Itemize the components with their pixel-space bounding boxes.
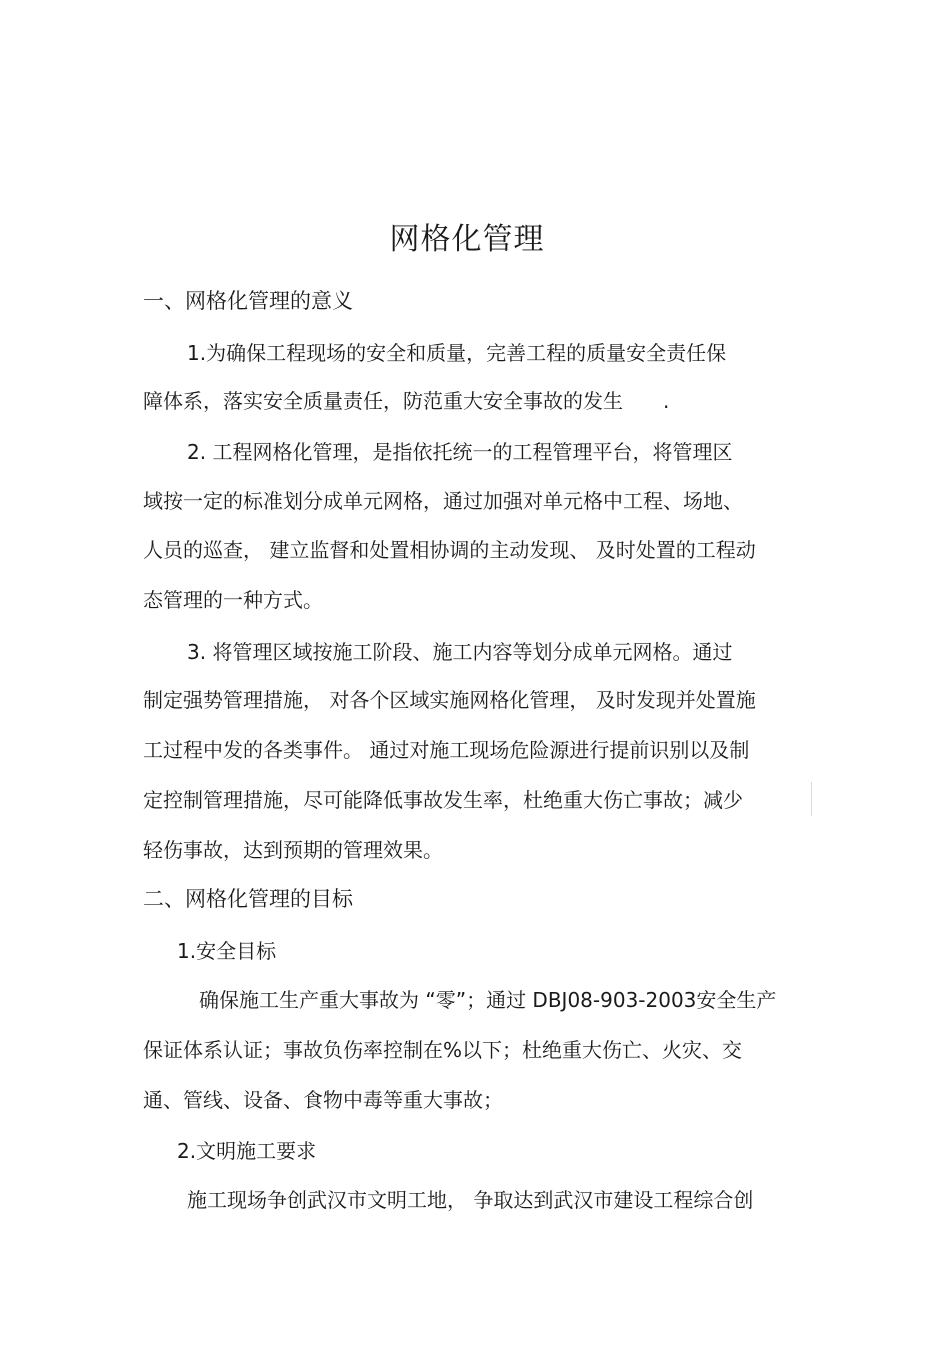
section-heading-goals: 二、网格化管理的目标 [143,887,353,911]
paragraph-line: 工过程中发的各类事件。 通过对施工现场危险源进行提前识别以及制 [143,738,750,762]
subheading-safety-goal: 1.安全目标 [177,939,277,963]
paragraph-line: 定控制管理措施，尽可能降低事故发生率，杜绝重大伤亡事故；减少 [143,788,743,812]
document-title: 网格化管理 [389,222,545,257]
scan-edge-mark [811,782,812,816]
paragraph-line: 通、管线、设备、食物中毒等重大事故； [143,1088,503,1112]
paragraph-line: 态管理的一种方式。 [143,588,323,612]
paragraph-line: 施工现场争创武汉市文明工地， 争取达到武汉市建设工程综合创 [187,1188,754,1212]
paragraph-line: 1.为确保工程现场的安全和质量，完善工程的质量安全责任保 [187,341,727,365]
paragraph-line: 人员的巡查， 建立监督和处置相协调的主动发现、 及时处置的工程动 [143,538,756,562]
subheading-civilized-construction: 2.文明施工要求 [177,1139,317,1163]
paragraph-line: 制定强势管理措施， 对各个区域实施网格化管理， 及时发现并处置施 [143,688,756,712]
paragraph-line: 轻伤事故，达到预期的管理效果。 [143,838,443,862]
paragraph-line: 2. 工程网格化管理，是指依托统一的工程管理平台，将管理区 [187,440,733,464]
paragraph-line: 障体系，落实安全质量责任，防范重大安全事故的发生 . [143,389,670,413]
paragraph-line: 确保施工生产重大事故为 “零”；通过 DBJ08-903-2003安全生产 [199,988,777,1012]
paragraph-line: 域按一定的标准划分成单元网格，通过加强对单元格中工程、场地、 [143,489,743,513]
paragraph-line: 3. 将管理区域按施工阶段、施工内容等划分成单元网格。通过 [187,640,733,664]
paragraph-line: 保证体系认证；事故负伤率控制在%以下；杜绝重大伤亡、火灾、交 [143,1038,743,1062]
section-heading-significance: 一、网格化管理的意义 [143,289,353,313]
